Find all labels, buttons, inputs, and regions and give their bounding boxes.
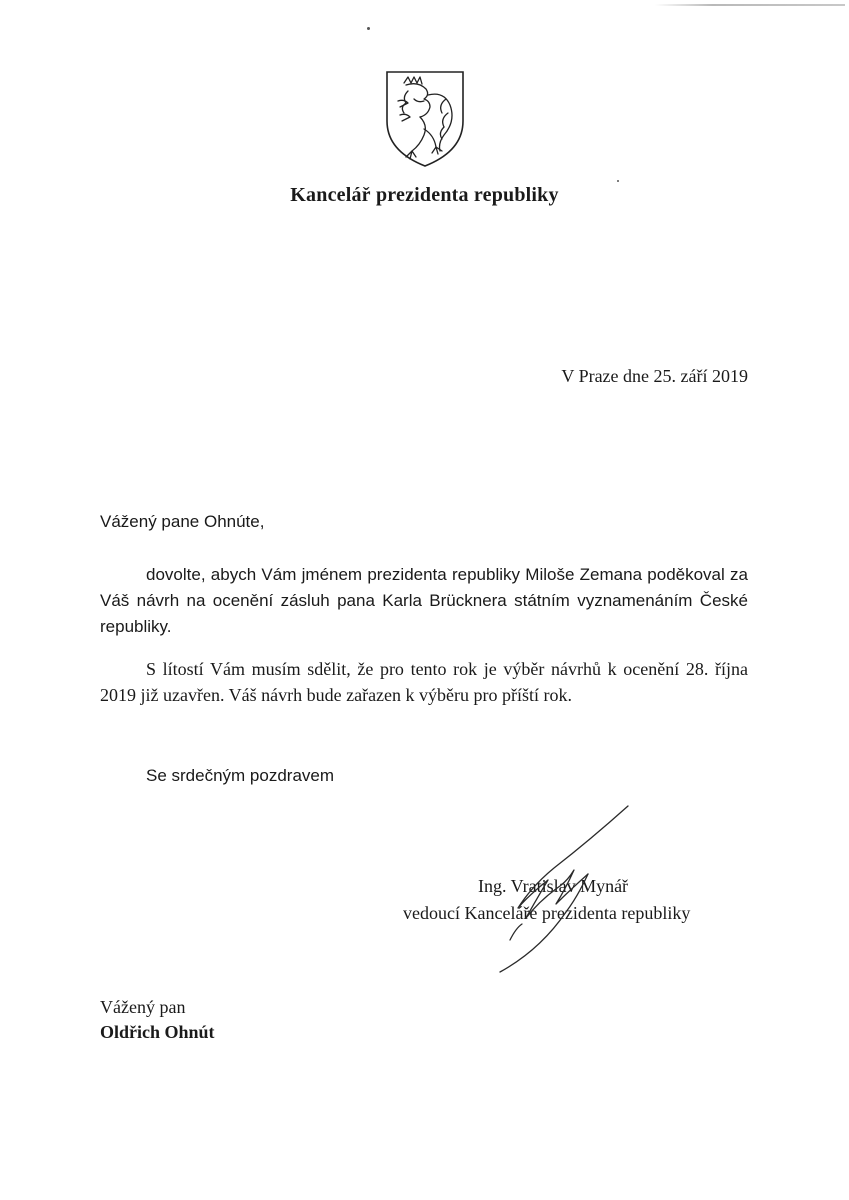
body-paragraph-2: S lítostí Vám musím sdělit, že pro tento rok je výběr návrhů k ocenění 28. října 2019 již uzavřen. Váš návrh bude zařazen k výběru pro příští rok. [100, 659, 748, 705]
date-line: V Praze dne 25. září 2019 [561, 366, 748, 386]
signatory-name: Ing. Vratislav Mynář [478, 876, 629, 896]
salutation: Vážený pane Ohnúte, [100, 512, 265, 531]
organization-name: Kancelář prezidenta republiky [290, 184, 559, 206]
addressee-salutation: Vážený pan [100, 997, 186, 1017]
body-paragraph-1: dovolte, abych Vám jménem prezidenta republiky Miloše Zemana poděkoval za Váš návrh na ocenění zásluh pana Karla Brücknera státním vyznamenáním České republiky. [100, 565, 748, 636]
scan-speck [617, 180, 619, 182]
closing-phrase: Se srdečným pozdravem [146, 766, 335, 785]
signatory-title: vedoucí Kanceláře prezidenta republiky [403, 903, 691, 923]
czech-lion-coat-of-arms-icon [384, 69, 466, 169]
scan-edge-mark [655, 4, 845, 6]
handwritten-signature [470, 800, 640, 980]
addressee-name: Oldřich Ohnút [100, 1022, 215, 1042]
scan-speck [367, 27, 370, 30]
